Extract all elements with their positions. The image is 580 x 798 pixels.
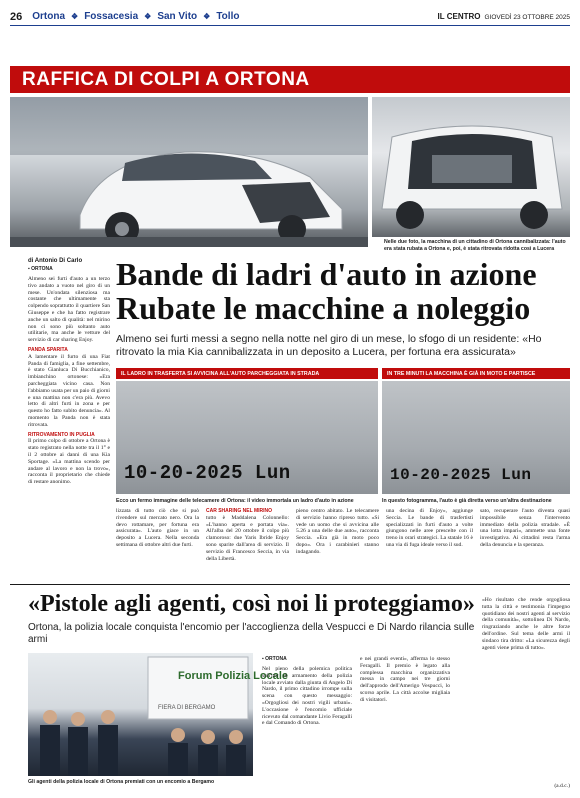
damaged-car-photo	[10, 97, 368, 247]
section-ortona[interactable]: Ortona	[32, 11, 66, 22]
dateline-square-icon: ▪	[28, 266, 32, 272]
byline: di Antonio Di Carlo	[28, 258, 83, 264]
paragraph: Almeno sei furti d'auto a un terzo tivo andato a vuoto nel giro di un mese. Un'ondata silenziosa ma costante che ultimamente sta colpendo soprattutto il quartiere San Giuseppe e che ha fatto registrare anche un salto di qualità: nel mirino non ci sono più soltanto auto utilitarie, ma anche le vetture del servizio di car sharing Enjoy.	[28, 276, 110, 344]
masthead-date: GIOVEDÌ 23 OTTOBRE 2025	[484, 14, 570, 21]
kicker-text: RAFFICA DI COLPI A ORTONA	[22, 68, 310, 90]
car-interior-photo	[372, 97, 570, 237]
timestamp-right: 10-20-2025 Lun	[390, 466, 532, 484]
article-column-5: una decina di Enjoy», aggiunge Seccia. Le bande di trasfertisti specializzati in furti d'auto a volte giungono nelle aree prescelte con il treno in orari strategici. La statale 16 è una via di fuga ideale verso il sud.	[386, 508, 473, 548]
side-photo-caption: Nelle due foto, la macchina di un cittadino di Ortona cannibalizzata: l'auto era stata rubata a Ortona e, poi, è stata ritrovata ridotta così a Lucera	[384, 239, 566, 252]
masthead-title: IL CENTRO	[437, 12, 481, 21]
main-deck: Almeno sei furti messi a segno nella notte nel giro di un mese, lo sfogo di un residente: «Ho ritrovato la mia Kia cannibalizzata in un deposito a Lucera, per fortuna era assicurata»	[116, 333, 542, 358]
section-divider	[10, 584, 570, 585]
main-headline: Bande di ladri d'auto in azione Rubate le macchine a noleggio	[116, 256, 537, 326]
cctv-caption-left: Ecco un fermo immagine delle telecamere di Ortona: il video immortala un ladro d'auto in azione	[116, 498, 354, 504]
article-column-2: lizzata di tutto ciò che si può rivendere sul mercato nero. Ora la devo rottamare, per fortuna era assicurata». L'auto giace in un deposito a Lucera. Nella seconda settimana di ottobre altri due furti.	[116, 508, 199, 548]
kicker-band	[10, 66, 570, 93]
timestamp-left: 10-20-2025 Lun	[124, 462, 291, 484]
award-photo-caption: Gli agenti della polizia locale di Ortona premiati con un encomio a Bergamo	[28, 779, 215, 785]
cctv-caption-right: In questo fotogramma, l'auto è già diretta verso un'altra destinazione	[382, 498, 552, 504]
dateline-square-icon: ▪	[262, 656, 266, 662]
masthead	[438, 12, 570, 21]
dateline	[28, 266, 53, 272]
car-rear-illustration	[372, 97, 570, 237]
page-number: 26	[10, 10, 23, 23]
section-san-vito[interactable]: San Vito	[157, 11, 198, 22]
paragraph: tutto è Maddalena Colonnello: «L'hanno aperta e portata via». All'alba del 20 ottobre il colpo più clamoroso: due Yaris Ibride Enjoy sono sparite dall'area di servizio. Il servizio di Francesco Seccia, in via della Libertà.	[206, 514, 289, 562]
page-header-bar	[10, 8, 570, 26]
article-column-4: pieno centro abitato. Le telecamere di servizio hanno ripreso tutto. «Si vede un uomo che si avvicina alle 5.26 a una delle due auto», racconta Seccia. «Era già in moto poco dopo». Ora i carabinieri stanno indagando.	[296, 508, 379, 555]
dateline-text: ORTONA	[31, 266, 53, 272]
article-column-1	[28, 276, 110, 576]
cctv-still-left	[116, 381, 378, 494]
second-column-3: «Ho risultato che rende orgogliosa tutta la città e testimonia l'impegno quotidiano dei nostri agenti al servizio della comunità», sottolinea Di Nardo, ringraziando anche le altre forze dell'ordine. Sul tema delle armi il sindaco tira dritto: «La sicurezza degli agenti viene prima di tutto».	[482, 597, 570, 651]
dateline-2	[262, 656, 287, 662]
caption-strip-right: IN TRE MINUTI LA MACCHINA È GIÀ IN MOTO E PARTISCE	[382, 368, 570, 379]
second-column-1: Nel pieno della polemica politica sull'iter di armamento della polizia locale avviato dalla giunta di Angelo Di Nardo, il primo cittadino irrompe sulla scena con questo messaggio: «Orgogliosi dei nostri vigili urbani». L'occasione è l'encomio ufficiale ricevuto dal comandante Livio Feragalli e dal Comando di Ortona.	[262, 666, 352, 727]
separator-icon: ❖	[203, 12, 211, 21]
article-column-6: sato, recuperare l'auto diventa quasi impossibile senza l'intervento immediato della polizia stradale. «È una lotta impari», ammette una fonte investigativa. Ai cittadini resta l'arma della denuncia e la speranza.	[480, 508, 570, 548]
section-tollo[interactable]: Tollo	[216, 11, 240, 22]
signature: (a.d.c.)	[554, 783, 570, 789]
paragraph: Il primo colpo di ottobre a Ortona è stato registrato nella notte tra il 1° e il 2 ottobre ai danni di una Kia Sportage. «La mattina scendo per andare al lavoro e non la trovo», racconta il proprietario che chiede di restare anonimo.	[28, 438, 110, 486]
section-fossacesia[interactable]: Fossacesia	[84, 11, 139, 22]
paragraph: A lamentare il furto di una Fiat Panda di famiglia, a fine settembre, è stato Gianluca Di Bucchianico, imbianchino ortonese: «Era parcheggiata vicino casa. Non l'abbiamo usata per un paio di giorni e una mattina non c'era più. Avevo letto di altri furti in zona e per questo ho fatto subito denuncia». Al momento la Panda non è stata ritrovata.	[28, 353, 110, 428]
car-illustration	[10, 97, 368, 247]
subheading: CAR SHARING NEL MIRINO	[206, 508, 273, 514]
fair-text: FIERA DI BERGAMO	[158, 705, 216, 711]
separator-icon: ❖	[71, 12, 79, 21]
section-list	[32, 11, 239, 22]
second-deck: Ortona, la polizia locale conquista l'encomio per l'accoglienza della Vespucci e Di Nardo rilancia sulle armi	[28, 622, 475, 645]
dateline-text: ORTONA	[265, 656, 287, 662]
caption-strip-left: IL LADRO IN TRASFERTA SI AVVICINA ALL'AUTO PARCHEGGIATA IN STRADA	[116, 368, 378, 379]
second-headline: «Pistole agli agenti, così noi li proteggiamo»	[28, 591, 475, 617]
separator-icon: ❖	[144, 12, 152, 21]
cctv-still-right	[382, 381, 570, 494]
subheading: PANDA SPARITA	[28, 346, 68, 353]
banner-text: Forum Polizia Locale	[178, 670, 289, 682]
subheading: RITROVAMENTO IN PUGLIA	[28, 431, 95, 438]
second-column-2: e nei grandi eventi», afferma lo stesso Feragalli. Il premio è legato alla complessa macchina organizzativa messa in campo nei tre giorni dell'approdo dell'Amerigo Vespucci, lo scorso aprile. La città accolse migliaia di visitatori.	[360, 656, 450, 703]
article-column-3	[206, 508, 289, 580]
